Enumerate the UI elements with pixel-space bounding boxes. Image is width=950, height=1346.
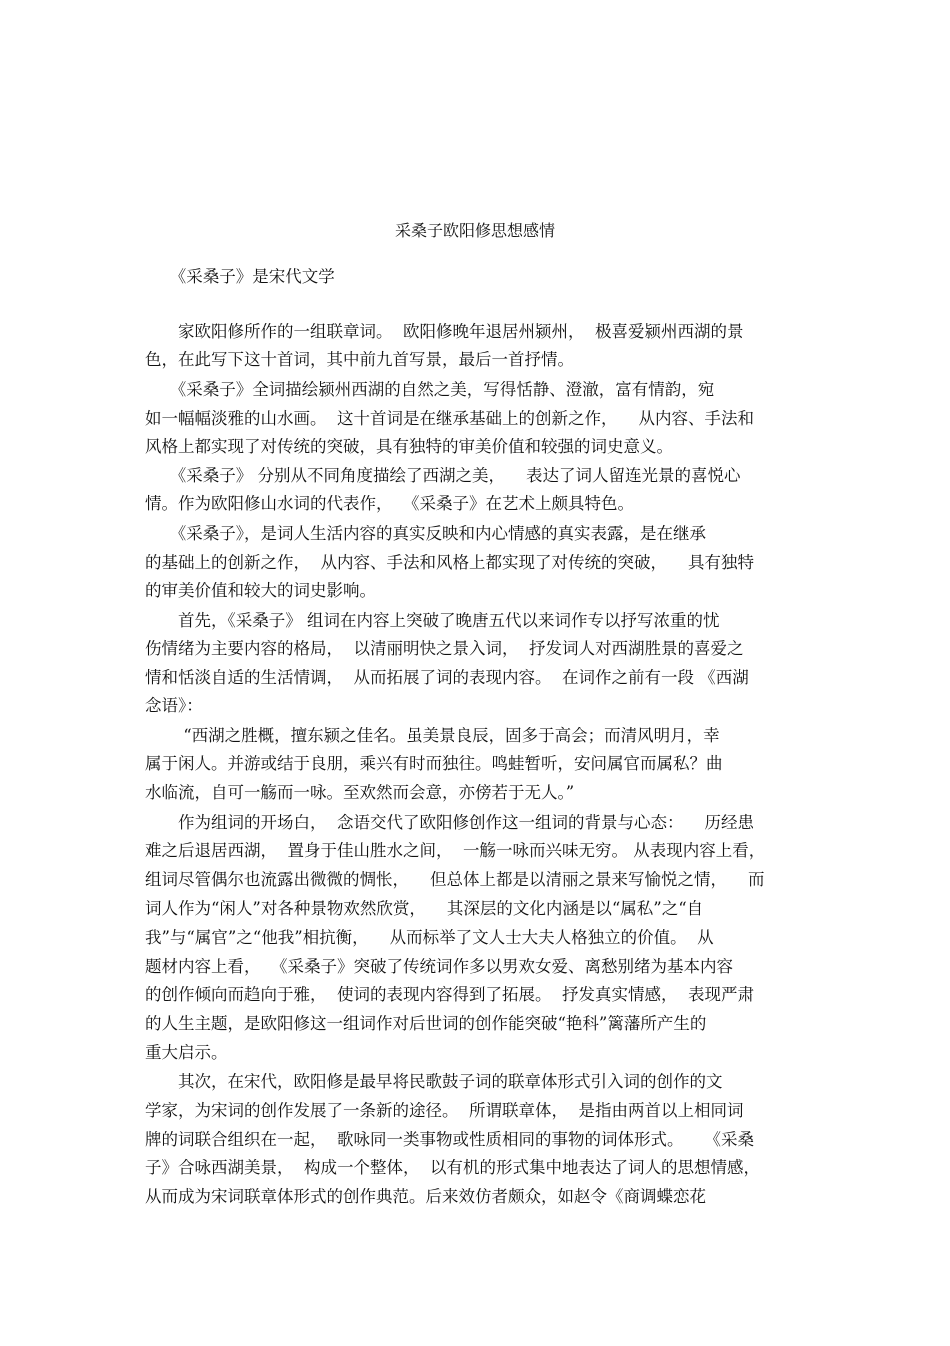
text-line: 从而成为宋词联章体形式的创作典范。后来效仿者颇众，如赵令《商调蝶恋花 [145,1187,706,1206]
text-line: 牌的词联合组织在一起， 歌咏同一类事物或性质相同的事物的词体形式。 《采桑 [145,1130,754,1149]
text-line: 念语》： [145,696,203,715]
text-line: 作为组词的开场白， 念语交代了欧阳修创作这一组词的背景与心态： 历经患 [145,813,754,832]
text-line: 题材内容上看， 《采桑子》突破了传统词作多以男欢女爱、离愁别绪为基本内容 [145,957,733,976]
text-line: 《采桑子》全词描绘颍州西湖的自然之美，写得恬静、澄澈，富有情韵，宛 [145,380,715,399]
text-line: 我”与“属官”之“他我”相抗衡， 从而标举了文人士大夫人格独立的价值。 从 [145,928,714,947]
text-line: 情。作为欧阳修山水词的代表作， 《采桑子》在艺术上颇具特色。 [145,494,634,513]
text-line: 的创作倾向而趋向于雅， 使词的表现内容得到了拓展。 抒发真实情感， 表现严肃 [145,985,754,1004]
text-line: 重大启示。 [145,1043,228,1062]
text-line: 家欧阳修所作的一组联章词。 欧阳修晚年退居州颍州， 极喜爱颍州西湖的景 [145,322,744,341]
text-line: 情和恬淡自适的生活情调， 从而拓展了词的表现内容。 在词作之前有一段 《西湖 [145,668,749,687]
text-line: 《采桑子》，是词人生活内容的真实反映和内心情感的真实表露，是在继承 [145,524,706,543]
text-line: 风格上都实现了对传统的突破，具有独特的审美价值和较强的词史意义。 [145,437,673,456]
text-line: 子》合咏西湖美景， 构成一个整体， 以有机的形式集中地表达了词人的思想情感， [145,1158,760,1177]
text-line: 色，在此写下这十首词，其中前九首写景，最后一首抒情。 [145,350,574,369]
text-line: 其次，在宋代，欧阳修是最早将民歌鼓子词的联章体形式引入词的创作的文 [145,1072,723,1091]
text-line: 首先，《采桑子》 组词在内容上突破了晚唐五代以来词作专以抒写浓重的忧 [145,611,720,630]
text-line: 的审美价值和较大的词史影响。 [145,581,376,600]
text-line: 难之后退居西湖， 置身于佳山胜水之间， 一觞一咏而兴味无穷。 从表现内容上看， [145,841,766,860]
text-line: “西湖之胜概，擅东颍之佳名。虽美景良辰，固多于高会；而清风明月，幸 [145,726,720,745]
text-line: 属于闲人。并游或结于良朋，乘兴有时而独往。鸣蛙暂听，安问属官而属私？曲 [145,754,723,773]
document-title: 采桑子欧阳修思想感情 [394,221,555,240]
text-line: 学家，为宋词的创作发展了一条新的途径。 所谓联章体， 是指由两首以上相同词 [145,1101,744,1120]
text-line: 如一幅幅淡雅的山水画。 这十首词是在继承基础上的创新之作， 从内容、手法和 [145,409,754,428]
text-line: 《采桑子》是宋代文学 [145,267,335,286]
text-line: 词人作为“闲人”对各种景物欢然欣赏， 其深层的文化内涵是以“属私”之“自 [145,899,704,918]
text-line: 伤情绪为主要内容的格局， 以清丽明快之景入词， 抒发词人对西湖胜景的喜爱之 [145,639,744,658]
text-line: 的基础上的创新之作， 从内容、手法和风格上都实现了对传统的突破， 具有独特 [145,553,754,572]
text-line: 《采桑子》 分别从不同角度描绘了西湖之美， 表达了词人留连光景的喜悦心 [145,466,741,485]
text-line: 组词尽管偶尔也流露出微微的惆怅， 但总体上都是以清丽之景来写愉悦之情， 而 [145,870,765,889]
text-line: 的人生主题，是欧阳修这一组词作对后世词的创作能突破“艳科”篱藩所产生的 [145,1014,707,1033]
text-line: 水临流，自可一觞而一咏。至欢然而会意，亦傍若于无人。” [145,783,575,802]
